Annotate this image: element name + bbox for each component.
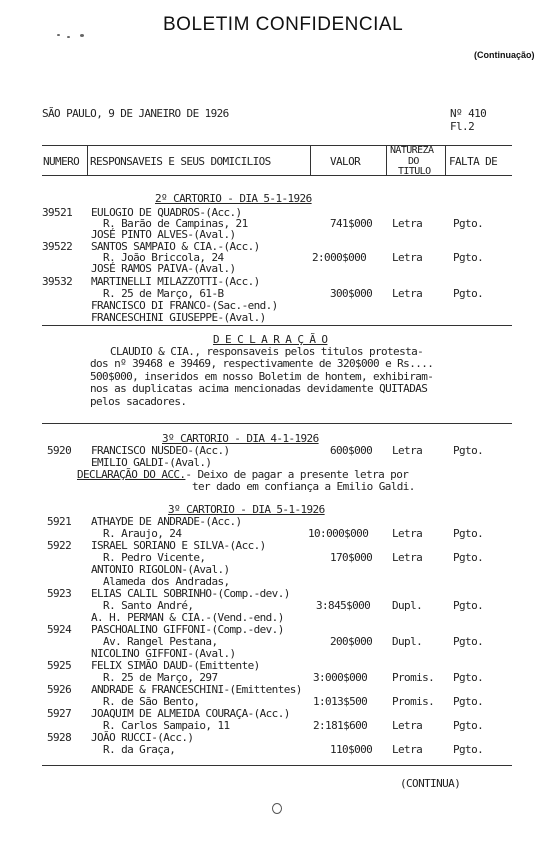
row-valor: 10:000$000 — [308, 527, 369, 540]
row-natureza: Letra — [392, 251, 423, 264]
row-number: 5921 — [47, 515, 72, 528]
declaracao-acc-label: DECLARAÇÃO DO ACC. — [77, 468, 186, 481]
row-falta: Pgto. — [453, 635, 484, 648]
declaracao-line: nos as duplicatas acima mencionadas devidamente QUITADAS — [90, 382, 428, 395]
row-natureza: Letra — [392, 743, 423, 756]
row-natureza: Dupl. — [392, 599, 423, 612]
row-number: 5927 — [47, 707, 72, 720]
row-valor: 3:845$000 — [316, 599, 371, 612]
row-valor: 2:181$600 — [313, 719, 368, 732]
section-heading-cartorio-3-dia-5: 3º CARTORIO - DIA 5-1-1926 — [168, 503, 325, 516]
row-number: 5920 — [47, 444, 72, 457]
row-number: 39521 — [42, 206, 73, 219]
row-line: A. H. PERMAN & CIA.-(Vend.-end.) — [91, 611, 284, 624]
document-title: BOLETIM CONFIDENCIAL — [163, 14, 404, 35]
section-heading-cartorio-2: 2º CARTORIO - DIA 5-1-1926 — [155, 192, 312, 205]
row-line: ANTONIO RIGOLON-(Aval.) — [91, 563, 230, 576]
row-valor: 300$000 — [330, 287, 373, 300]
declaracao-acc-text: ter dado em confiança a Emilio Galdi. — [192, 480, 415, 493]
header-top-rule — [42, 145, 512, 146]
row-falta: Pgto. — [453, 719, 484, 732]
row-number: 5925 — [47, 659, 72, 672]
row-line: Alameda dos Andradas, — [91, 575, 230, 588]
ink-speck — [80, 34, 84, 37]
row-line: R. 25 de Março, 297 — [91, 671, 218, 684]
row-falta: Pgto. — [453, 217, 484, 230]
row-line: R. 25 de Março, 61-B — [91, 287, 224, 300]
row-line: SANTOS SAMPAIO & CIA.-(Acc.) — [91, 240, 260, 253]
row-natureza: Letra — [392, 719, 423, 732]
continua-label: (CONTINUA) — [400, 777, 461, 790]
row-valor: 170$000 — [330, 551, 373, 564]
row-natureza: Promis. — [392, 695, 435, 708]
row-valor: 200$000 — [330, 635, 373, 648]
row-falta: Pgto. — [453, 671, 484, 684]
page-mark — [272, 803, 282, 814]
col-header-natureza: NATUREZA — [390, 145, 434, 156]
row-number: 39522 — [42, 240, 73, 253]
row-line: R. Pedro Vicente, — [91, 551, 206, 564]
row-line: ATHAYDE DE ANDRADE-(Acc.) — [91, 515, 242, 528]
col-header-natureza-do: DO — [408, 156, 419, 167]
row-falta: Pgto. — [453, 695, 484, 708]
row-falta: Pgto. — [453, 527, 484, 540]
section-rule — [42, 423, 512, 424]
row-line: FRANCESCHINI GIUSEPPE-(Aval.) — [91, 311, 266, 324]
row-falta: Pgto. — [453, 551, 484, 564]
row-number: 5924 — [47, 623, 72, 636]
declaracao-line: CLAUDIO & CIA., responsaveis pelos titulos protesta- — [110, 345, 424, 358]
row-valor: 1:013$500 — [313, 695, 368, 708]
row-natureza: Letra — [392, 551, 423, 564]
col-header-natureza-titulo: TITULO — [398, 166, 431, 177]
row-natureza: Letra — [392, 527, 423, 540]
col-divider — [310, 146, 311, 175]
row-line: FELIX SIMÃO DAUD-(Emittente) — [91, 659, 260, 672]
col-divider — [87, 146, 88, 175]
col-header-numero: NUMERO — [43, 155, 80, 168]
col-header-falta: FALTA DE — [449, 155, 498, 168]
row-line: ELIAS CALIL SOBRINHO-(Comp.-dev.) — [91, 587, 290, 600]
row-line: R. Carlos Sampaio, 11 — [91, 719, 230, 732]
row-line: R. de São Bento, — [91, 695, 200, 708]
header-bottom-rule — [42, 175, 512, 176]
row-line: JOSÉ RAMOS PAIVA-(Aval.) — [91, 262, 236, 275]
row-line: Av. Rangel Pestana, — [91, 635, 218, 648]
sheet-number: Fl.2 — [450, 120, 475, 133]
row-valor: 2:000$000 — [312, 251, 367, 264]
declaracao-line: pelos sacadores. — [90, 395, 187, 408]
row-natureza: Letra — [392, 444, 423, 457]
row-natureza: Dupl. — [392, 635, 423, 648]
row-natureza: Letra — [392, 217, 423, 230]
row-line: ISRAEL SORIANO E SILVA-(Acc.) — [91, 539, 266, 552]
section-rule — [42, 765, 512, 766]
row-line: ANDRADE & FRANCESCHINI-(Emittentes) — [91, 683, 302, 696]
declaracao-line: 500$000, inseridos em nosso Boletim de hontem, exhibiram- — [90, 370, 434, 383]
bulletin-number: Nº 410 — [450, 107, 487, 120]
row-line: EMILIO GALDI-(Aval.) — [91, 456, 212, 469]
row-valor: 600$000 — [330, 444, 373, 457]
row-falta: Pgto. — [453, 444, 484, 457]
row-line: JOAQUIM DE ALMEIDA COURAÇA-(Acc.) — [91, 707, 290, 720]
row-line: R. Barão de Campinas, 21 — [91, 217, 248, 230]
row-line: R. Araujo, 24 — [91, 527, 182, 540]
col-header-valor: VALOR — [330, 155, 361, 168]
row-valor: 110$000 — [330, 743, 373, 756]
col-header-responsaveis: RESPONSAVEIS E SEUS DOMICILIOS — [90, 155, 271, 168]
row-falta: Pgto. — [453, 599, 484, 612]
row-line: MARTINELLI MILAZZOTTI-(Acc.) — [91, 275, 260, 288]
row-valor: 741$000 — [330, 217, 373, 230]
row-falta: Pgto. — [453, 743, 484, 756]
section-rule — [42, 325, 512, 326]
row-line: FRANCISCO NUSDEO-(Acc.) — [91, 444, 230, 457]
section-heading-cartorio-3-dia-4: 3º CARTORIO - DIA 4-1-1926 — [162, 432, 319, 445]
row-line: R. João Briccola, 24 — [91, 251, 224, 264]
row-number: 5923 — [47, 587, 72, 600]
ink-speck — [57, 34, 60, 36]
row-line: JOSÉ PINTO ALVES-(Aval.) — [91, 228, 236, 241]
row-line: R. da Graça, — [91, 743, 176, 756]
row-line: EULOGIO DE QUADROS-(Acc.) — [91, 206, 242, 219]
ink-speck — [67, 36, 70, 38]
continuation-label: (Continuação) — [474, 50, 535, 60]
row-falta: Pgto. — [453, 287, 484, 300]
row-line: NICOLINO GIFFONI-(Aval.) — [91, 647, 236, 660]
row-number: 39532 — [42, 275, 73, 288]
row-natureza: Promis. — [392, 671, 435, 684]
row-falta: Pgto. — [453, 251, 484, 264]
declaracao-line: dos nº 39468 e 39469, respectivamente de 320$000 e Rs.... — [90, 357, 434, 370]
row-valor: 3:000$000 — [313, 671, 368, 684]
row-line: FRANCISCO DI FRANCO-(Sac.-end.) — [91, 299, 278, 312]
row-line: R. Santo André, — [91, 599, 194, 612]
row-line: PASCHOALINO GIFFONI-(Comp.-dev.) — [91, 623, 284, 636]
date-line: SÃO PAULO, 9 DE JANEIRO DE 1926 — [42, 107, 229, 120]
row-number: 5928 — [47, 731, 72, 744]
declaracao-acc-text: - Deixo de pagar a presente letra por — [185, 468, 409, 481]
row-number: 5922 — [47, 539, 72, 552]
col-divider — [445, 146, 446, 175]
row-number: 5926 — [47, 683, 72, 696]
col-divider — [386, 146, 387, 175]
row-line: JOÃO RUCCI-(Acc.) — [91, 731, 194, 744]
declaracao-heading: D E C L A R A Ç Ã O — [213, 333, 328, 346]
row-natureza: Letra — [392, 287, 423, 300]
